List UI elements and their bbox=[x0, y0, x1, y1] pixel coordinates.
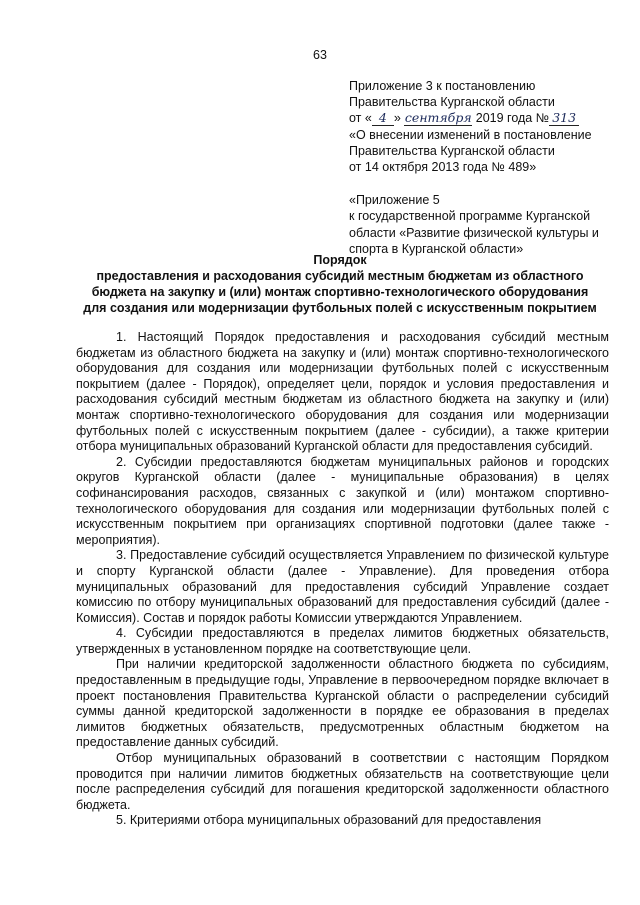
paragraph: 4. Субсидии предоставляются в пределах лимитов бюджетных обязательств, утвержденных в установленном порядке на соответствующие цели. bbox=[76, 626, 609, 656]
appendix-line: Правительства Курганской области bbox=[349, 143, 555, 158]
appendix-line: от 14 октября 2013 года № 489» bbox=[349, 160, 537, 175]
paragraph: 5. Критериями отбора муниципальных образований для предоставления bbox=[116, 813, 542, 828]
title-line: бюджета на закупку и (или) монтаж спортивно-технологического оборудования bbox=[91, 285, 589, 299]
appendix-line: Приложение 3 к постановлению bbox=[349, 79, 536, 93]
title-line: предоставления и расходования субсидий местным бюджетам из областного bbox=[96, 269, 584, 283]
paragraph: Отбор муниципальных образований в соответствии с настоящим Порядком проводится при наличии лимитов бюджетных обязательств на соответствующие цели после распределения субсидий для погашения кредиторской задолженности областного бюджета. bbox=[76, 751, 609, 812]
handwritten-day: 4 bbox=[372, 111, 394, 126]
paragraph: 3. Предоставление субсидий осуществляется Управлением по физической культуре и спорту Курганской области (далее - Управление). Для проведения отбора муниципальных образований для предоставления субсидий Управление создает комиссию по отбору муниципальных образований для предоставления субсидий (далее - Комиссия). Состав и порядок работы Комиссии утверждаются Управлением. bbox=[76, 548, 609, 625]
appendix-line: области «Развитие физической культуры и bbox=[349, 225, 599, 240]
appendix-header bbox=[349, 78, 624, 257]
title-line: Порядок bbox=[313, 253, 367, 267]
appendix-line: к государственной программе Курганской bbox=[349, 209, 591, 224]
date-year: 2019 года № bbox=[475, 111, 550, 126]
paragraph: 1. Настоящий Порядок предоставления и расходования субсидий местным бюджетам из областного бюджета на закупку и (или) монтаж спортивно-технологического оборудования для создания или модернизации футбольных полей с искусственным покрытием (далее - Порядок), определяет цели, порядок и условия предоставления и расходования субсидий местным бюджетам из областного бюджета на закупку и (или) монтаж спортивно-технологического оборудования для создания или модернизации футбольных полей с искусственным покрытием (далее - субсидии), а также критерии отбора муниципальных образований Курганской области для предоставления субсидий. bbox=[76, 330, 609, 454]
paragraph: При наличии кредиторской задолженности областного бюджета по субсидиям, предоставленным в предыдущие годы, Управление в первоочередном порядке включает в проект постановления Правительства Курганской области о распределении субсидий суммы данной кредиторской задолженности в порядке ее образования в пределах лимитов бюджетных обязательств, предусмотренных областным бюджетом на предоставление данных субсидий. bbox=[76, 657, 609, 750]
appendix-line: «О внесении изменений в постановление bbox=[349, 127, 592, 142]
title-line: для создания или модернизации футбольных полей с искусственным покрытием bbox=[83, 301, 597, 315]
appendix-line: «Приложение 5 bbox=[349, 193, 440, 208]
appendix-date-line bbox=[349, 110, 624, 126]
date-mid: » bbox=[393, 111, 401, 126]
appendix-line: Правительства Курганской области bbox=[349, 95, 555, 110]
date-prefix: от « bbox=[349, 111, 372, 126]
appendix-line: спорта в Курганской области» bbox=[349, 241, 524, 256]
document-title bbox=[70, 252, 610, 316]
document-body bbox=[76, 330, 609, 829]
handwritten-number: 313 bbox=[549, 111, 579, 126]
handwritten-month: сентября bbox=[404, 110, 472, 126]
page-number: 63 bbox=[313, 48, 327, 62]
paragraph: 2. Субсидии предоставляются бюджетам муниципальных районов и городских округов Курганской области (далее - муниципальные образования) в целях софинансирования расходов, связанных с закупкой и (или) монтажом спортивно-технологического оборудования для создания или модернизации футбольных полей с искусственным покрытием при организациях спортивной подготовки (далее также - мероприятия). bbox=[76, 454, 609, 547]
